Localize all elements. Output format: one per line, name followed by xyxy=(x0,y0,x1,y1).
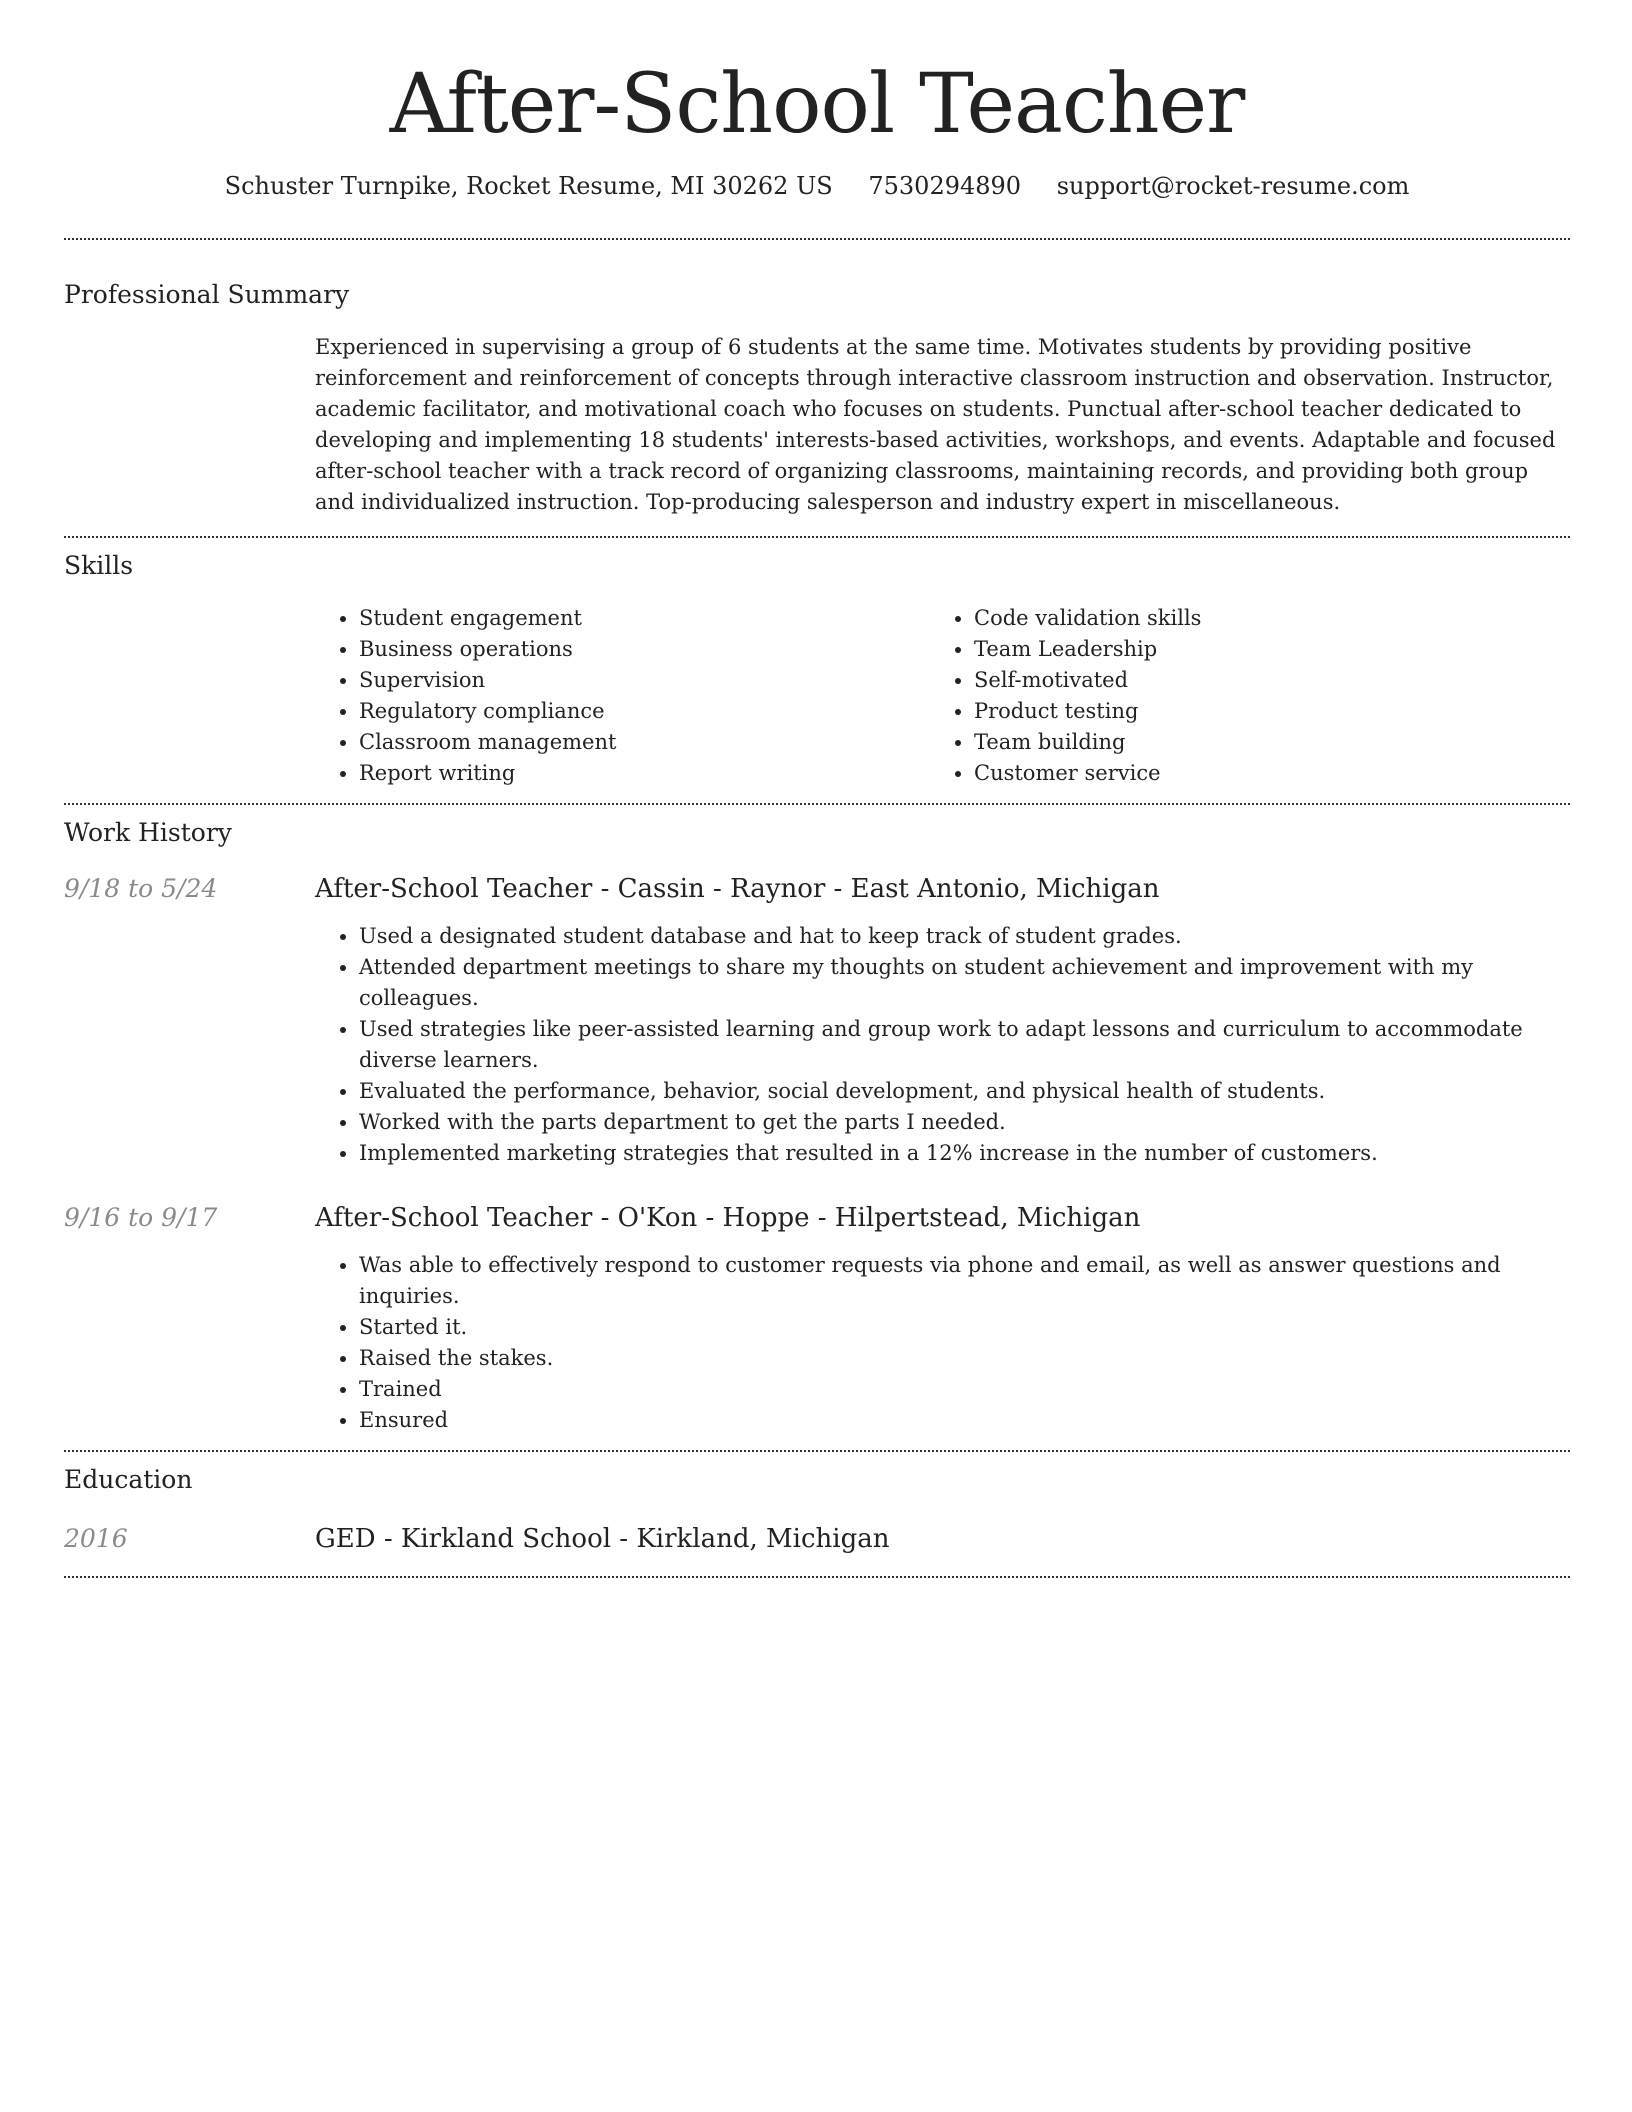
job-bullet: • Raised the stakes. xyxy=(359,1343,1570,1374)
skills-list-right xyxy=(930,603,1545,789)
skill-item: • Student engagement xyxy=(359,603,930,634)
divider-education xyxy=(64,1576,1570,1578)
job-entry xyxy=(64,1201,1570,1436)
resume-name: After-School Teacher xyxy=(389,57,1245,152)
contact-address: Schuster Turnpike, Rocket Resume, MI 30262 US xyxy=(224,172,833,200)
job-bullet: • Ensured xyxy=(359,1405,1570,1436)
skill-item: • Regulatory compliance xyxy=(359,696,930,727)
skill-item: • Team Leadership xyxy=(974,634,1545,665)
summary-text: Experienced in supervising a group of 6 students at the same time. Motivates students by providing positive reinforcement and reinforcement of concepts through interactive classroom instruction and observation. Instructor, academic facilitator, and motivational coach who focuses on students. Punctual after-school teacher dedicated to developing and implementing 18 students' interests-based activities, workshops, and events. Adaptable and focused after-school teacher with a track record of organizing classrooms, maintaining records, and providing both group and individualized instruction. Top-producing salesperson and industry expert in miscellaneous. xyxy=(315,335,1556,514)
education-heading: GED - Kirkland School - Kirkland, Michigan xyxy=(315,1524,890,1554)
job-entry xyxy=(64,872,1570,1169)
education-section xyxy=(64,1463,1570,1556)
job-dates: 9/18 to 5/24 xyxy=(64,874,218,903)
skill-item: • Code validation skills xyxy=(974,603,1545,634)
skill-item: • Self-motivated xyxy=(974,665,1545,696)
skill-item: • Business operations xyxy=(359,634,930,665)
summary-title: Professional Summary xyxy=(64,280,350,309)
skill-item: • Report writing xyxy=(359,758,930,789)
job-bullet: • Trained xyxy=(359,1374,1570,1405)
job-bullet: • Started it. xyxy=(359,1312,1570,1343)
skill-item: • Team building xyxy=(974,727,1545,758)
education-title: Education xyxy=(64,1465,193,1494)
work-history-section xyxy=(64,816,1570,1436)
job-heading: After-School Teacher - O'Kon - Hoppe - Hilpertstead, Michigan xyxy=(315,1203,1141,1233)
education-year: 2016 xyxy=(64,1524,128,1553)
divider-summary xyxy=(64,536,1570,538)
job-bullet: • Used strategies like peer-assisted learning and group work to adapt lessons and curriculum to accommodate diverse learners. xyxy=(359,1014,1570,1076)
job-bullet: • Evaluated the performance, behavior, social development, and physical health of students. xyxy=(359,1076,1570,1107)
skills-list-left xyxy=(315,603,930,789)
skill-item: • Classroom management xyxy=(359,727,930,758)
contact-email: support@rocket-resume.com xyxy=(1056,172,1410,200)
job-dates: 9/16 to 9/17 xyxy=(64,1203,218,1232)
divider-skills xyxy=(64,803,1570,805)
work-history-title: Work History xyxy=(64,818,232,847)
job-bullet: • Worked with the parts department to get the parts I needed. xyxy=(359,1107,1570,1138)
job-bullet: • Attended department meetings to share my thoughts on student achievement and improvement with my colleagues. xyxy=(359,952,1570,1014)
job-heading: After-School Teacher - Cassin - Raynor - East Antonio, Michigan xyxy=(315,874,1160,904)
skill-item: • Customer service xyxy=(974,758,1545,789)
divider-header xyxy=(64,238,1570,240)
skill-item: • Supervision xyxy=(359,665,930,696)
contact-phone: 7530294890 xyxy=(868,172,1022,200)
skills-section xyxy=(64,549,1570,789)
resume-page xyxy=(64,0,1570,1578)
skill-item: • Product testing xyxy=(974,696,1545,727)
job-bullets xyxy=(315,921,1570,1169)
summary-section xyxy=(64,278,1570,518)
job-bullet: • Was able to effectively respond to customer requests via phone and email, as well as answer questions and inquiries. xyxy=(359,1250,1570,1312)
job-bullet: • Used a designated student database and hat to keep track of student grades. xyxy=(359,921,1570,952)
skills-title: Skills xyxy=(64,551,134,580)
contact-line xyxy=(64,168,1570,204)
divider-work xyxy=(64,1450,1570,1452)
job-bullets xyxy=(315,1250,1570,1436)
job-bullet: • Implemented marketing strategies that resulted in a 12% increase in the number of customers. xyxy=(359,1138,1570,1169)
